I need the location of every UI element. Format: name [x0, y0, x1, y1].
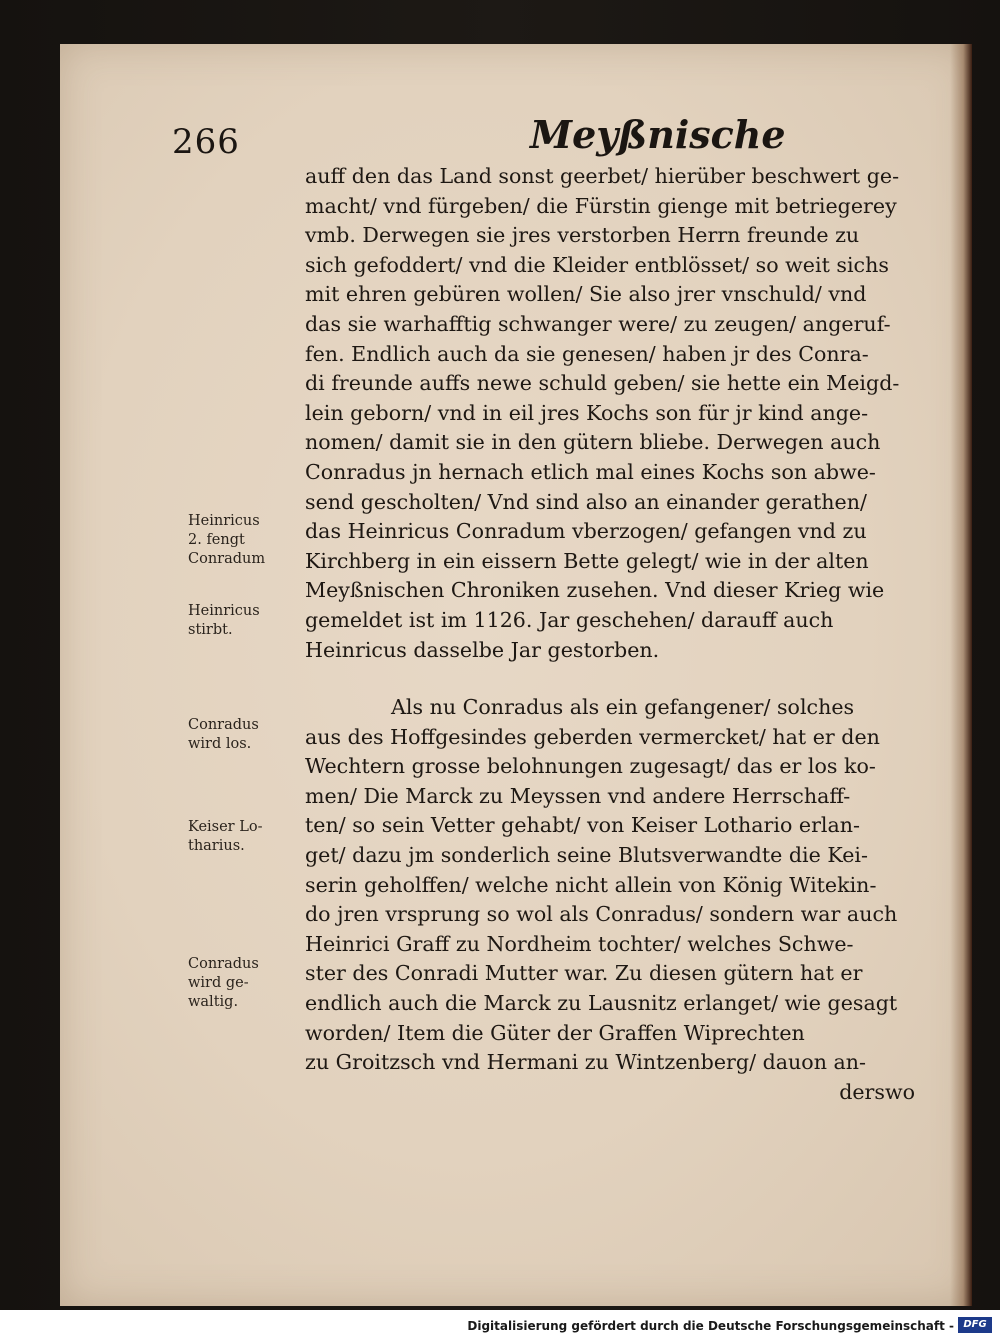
running-head: Meyßnische: [530, 112, 786, 157]
margin-note-line: wird los.: [188, 736, 252, 752]
margin-note-line: Heinricus: [188, 603, 260, 619]
margin-note-line: Heinricus: [188, 513, 260, 529]
page-number: 266: [172, 122, 240, 162]
text-line: men/ Die Marck zu Meyssen vnd andere Herrschaff-: [305, 783, 851, 808]
text-line: macht/ vnd fürgeben/ die Fürstin gienge mit betriegerey: [305, 193, 897, 218]
text-line: aus des Hoffgesindes geberden vermercket/ hat er den: [305, 724, 880, 749]
margin-note-line: tharius.: [188, 838, 245, 854]
text-line: das Heinricus Conradum vberzogen/ gefangen vnd zu: [305, 519, 867, 544]
text-line: send gescholten/ Vnd sind also an einander gerathen/: [305, 489, 867, 514]
page-spine-shadow: [950, 44, 972, 1306]
margin-note-line: Conradus: [188, 956, 259, 972]
margin-note: [188, 602, 300, 640]
margin-note-line: stirbt.: [188, 622, 233, 638]
margin-note-line: Conradus: [188, 717, 259, 733]
text-line: mit ehren gebüren wollen/ Sie also jrer vnschuld/ vnd: [305, 282, 867, 307]
text-line: Wechtern grosse belohnungen zugesagt/ das er los ko-: [305, 754, 876, 779]
text-line: nomen/ damit sie in den gütern bliebe. Derwegen auch: [305, 430, 881, 455]
text-line: sich gefoddert/ vnd die Kleider entblösset/ so weit sichs: [305, 252, 889, 277]
text-line: serin geholffen/ welche nicht allein von König Witekin-: [305, 872, 877, 897]
margin-note: [188, 512, 300, 569]
text-line: get/ dazu jm sonderlich seine Blutsverwandte die Kei-: [305, 843, 868, 868]
margin-note: [188, 716, 300, 754]
dfg-logo: DFG: [958, 1317, 992, 1333]
text-line: ten/ so sein Vetter gehabt/ von Keiser Lothario erlan-: [305, 813, 861, 838]
text-line: zu Groitzsch vnd Hermani zu Wintzenberg/ dauon an-: [305, 1050, 866, 1075]
footer-bar: [0, 1310, 1000, 1341]
margin-note-line: Conradum: [188, 551, 266, 567]
body-text: [305, 162, 915, 1107]
text-line: worden/ Item die Güter der Graffen Wiprechten: [305, 1020, 805, 1045]
margin-note-line: Keiser Lo-: [188, 819, 263, 835]
text-line: Kirchberg in ein eissern Bette gelegt/ wie in der alten: [305, 548, 869, 573]
text-line: auff den das Land sonst geerbet/ hierüber beschwert ge-: [305, 164, 900, 188]
text-line: ster des Conradi Mutter war. Zu diesen gütern hat er: [305, 961, 863, 986]
margin-note: [188, 955, 300, 1012]
text-line: das sie warhafftig schwanger were/ zu zeugen/ angeruf-: [305, 311, 891, 336]
paragraph-gap: [305, 665, 915, 693]
text-line: Heinrici Graff zu Nordheim tochter/ welches Schwe-: [305, 931, 854, 956]
margin-note-line: waltig.: [188, 994, 239, 1010]
text-line: gemeldet ist im 1126. Jar geschehen/ darauff auch: [305, 607, 834, 632]
text-line: vmb. Derwegen sie jres verstorben Herrn freunde zu: [305, 223, 860, 248]
text-line: di freunde auffs newe schuld geben/ sie hette ein Meigd-: [305, 371, 900, 396]
text-line: Als nu Conradus als ein gefangener/ solches: [391, 695, 855, 720]
text-line: Conradus jn hernach etlich mal eines Kochs son abwe-: [305, 459, 876, 484]
funding-credit: Digitalisierung gefördert durch die Deutsche Forschungsgemeinschaft -: [467, 1319, 954, 1333]
text-line: do jren vrsprung so wol als Conradus/ sondern war auch: [305, 902, 898, 927]
margin-note-line: 2. fengt: [188, 532, 245, 548]
catchword: derswo: [839, 1079, 915, 1104]
margin-note-line: wird ge-: [188, 975, 249, 991]
text-line: endlich auch die Marck zu Lausnitz erlanget/ wie gesagt: [305, 991, 898, 1016]
text-line: Heinricus dasselbe Jar gestorben.: [305, 637, 660, 662]
text-line: fen. Endlich auch da sie genesen/ haben jr des Conra-: [305, 341, 869, 366]
text-line: lein geborn/ vnd in eil jres Kochs son für jr kind ange-: [305, 400, 869, 425]
margin-note: [188, 818, 300, 856]
text-line: Meyßnischen Chroniken zusehen. Vnd dieser Krieg wie: [305, 578, 885, 603]
